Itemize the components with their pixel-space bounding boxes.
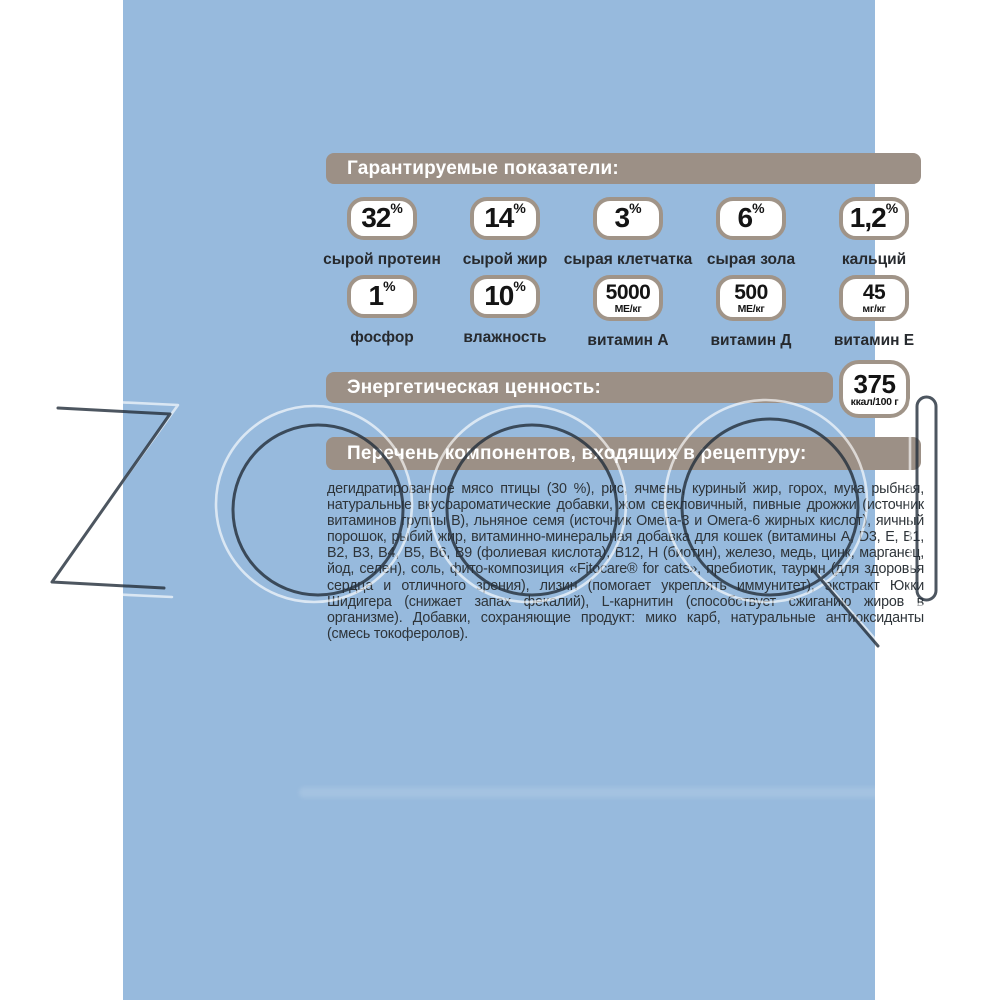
badge-label: сырая клетчатка [563, 251, 693, 268]
badge-label: фосфор [350, 329, 414, 346]
ingredients-text: дегидратированное мясо птицы (30 %), рис, ячмень, куриный жир, горох, мука рыбная, натуральные вкусоароматические добавки, жом свекловичный, пивные дрожжи (источник витаминов группы В), льняное семя (источник Омега-3 и Омега-6 жирных кислот), яичный порошок, рыбий жир, витаминно-минеральная добавка для кошек (витамины A, D3, E, B1, B2, B3, B4, B5, B6, B9 (фолиевая кислота), B12, H (биотин), железо, медь, цинк, марганец, йод, селен), соль, фито-композиция «Fitocare® for cats», пребиотик, таурин (для здоровья сердца и отличного зрения), лизин (помогает укреплять иммунитет), экстракт Юкки Шидигера (снижает запах фекалий), L-карнитин (способствует сжиганию жиров в организме). Добавки, сохраняющие продукт: мико карб, натуральные антиоксиданты (смесь токоферолов). [327, 481, 924, 642]
value-badge [347, 275, 417, 318]
badge-label: витамин А [587, 332, 669, 349]
badge-number: 3 % [614, 200, 642, 233]
faded-print-band [299, 787, 942, 798]
badge-number: 5000 [605, 280, 651, 304]
badge-label: витамин Е [833, 332, 915, 349]
indicator-vitamin-e [809, 275, 939, 350]
indicator-crude-fat [440, 197, 570, 269]
indicator-calcium [809, 197, 939, 269]
label-blue-panel [123, 0, 924, 1000]
value-badge [593, 197, 663, 240]
guaranteed-title: Гарантируемые показатели: [347, 157, 619, 179]
energy-unit: ккал/100 г [850, 395, 899, 408]
badge-number: 500 [734, 280, 768, 304]
indicator-phosphorus [317, 275, 447, 347]
badge-label: витамин Д [710, 332, 792, 349]
badge-number: 45 [862, 280, 886, 304]
energy-value-badge [839, 360, 910, 418]
indicator-moisture [440, 275, 570, 347]
value-badge [839, 197, 909, 240]
value-badge: 45 мг/кг [839, 275, 909, 321]
energy-number: 375 [853, 368, 896, 399]
value-badge [470, 197, 540, 240]
indicator-crude-protein [317, 197, 447, 269]
ingredients-title-bar [326, 437, 921, 470]
energy-title: Энергетическая ценность: [347, 376, 601, 398]
value-badge: 500 МЕ/кг [716, 275, 786, 321]
value-badge [470, 275, 540, 318]
badge-number: 1,2 % [849, 200, 899, 233]
guaranteed-title-bar [326, 153, 921, 184]
indicator-crude-fiber [563, 197, 693, 269]
badge-label: сырая зола [706, 251, 796, 268]
badge-label: кальций [841, 251, 907, 268]
value-badge: 5000 МЕ/кг [593, 275, 663, 321]
badge-number: 14 % [484, 200, 526, 233]
badge-number: 1 % [368, 278, 396, 311]
badge-label: влажность [463, 329, 547, 346]
indicator-vitamin-d [686, 275, 816, 350]
ingredients-title: Перечень компонентов, входящих в рецептуру: [347, 442, 807, 464]
badge-label: сырой протеин [323, 251, 441, 268]
badge-number: 32 % [361, 200, 403, 233]
indicator-crude-ash [686, 197, 816, 269]
indicator-vitamin-a [563, 275, 693, 350]
energy-title-bar [326, 372, 833, 403]
value-badge [716, 197, 786, 240]
badge-number: 10 % [484, 278, 526, 311]
value-badge [347, 197, 417, 240]
badge-label: сырой жир [462, 251, 548, 268]
badge-number: 6 % [737, 200, 765, 233]
